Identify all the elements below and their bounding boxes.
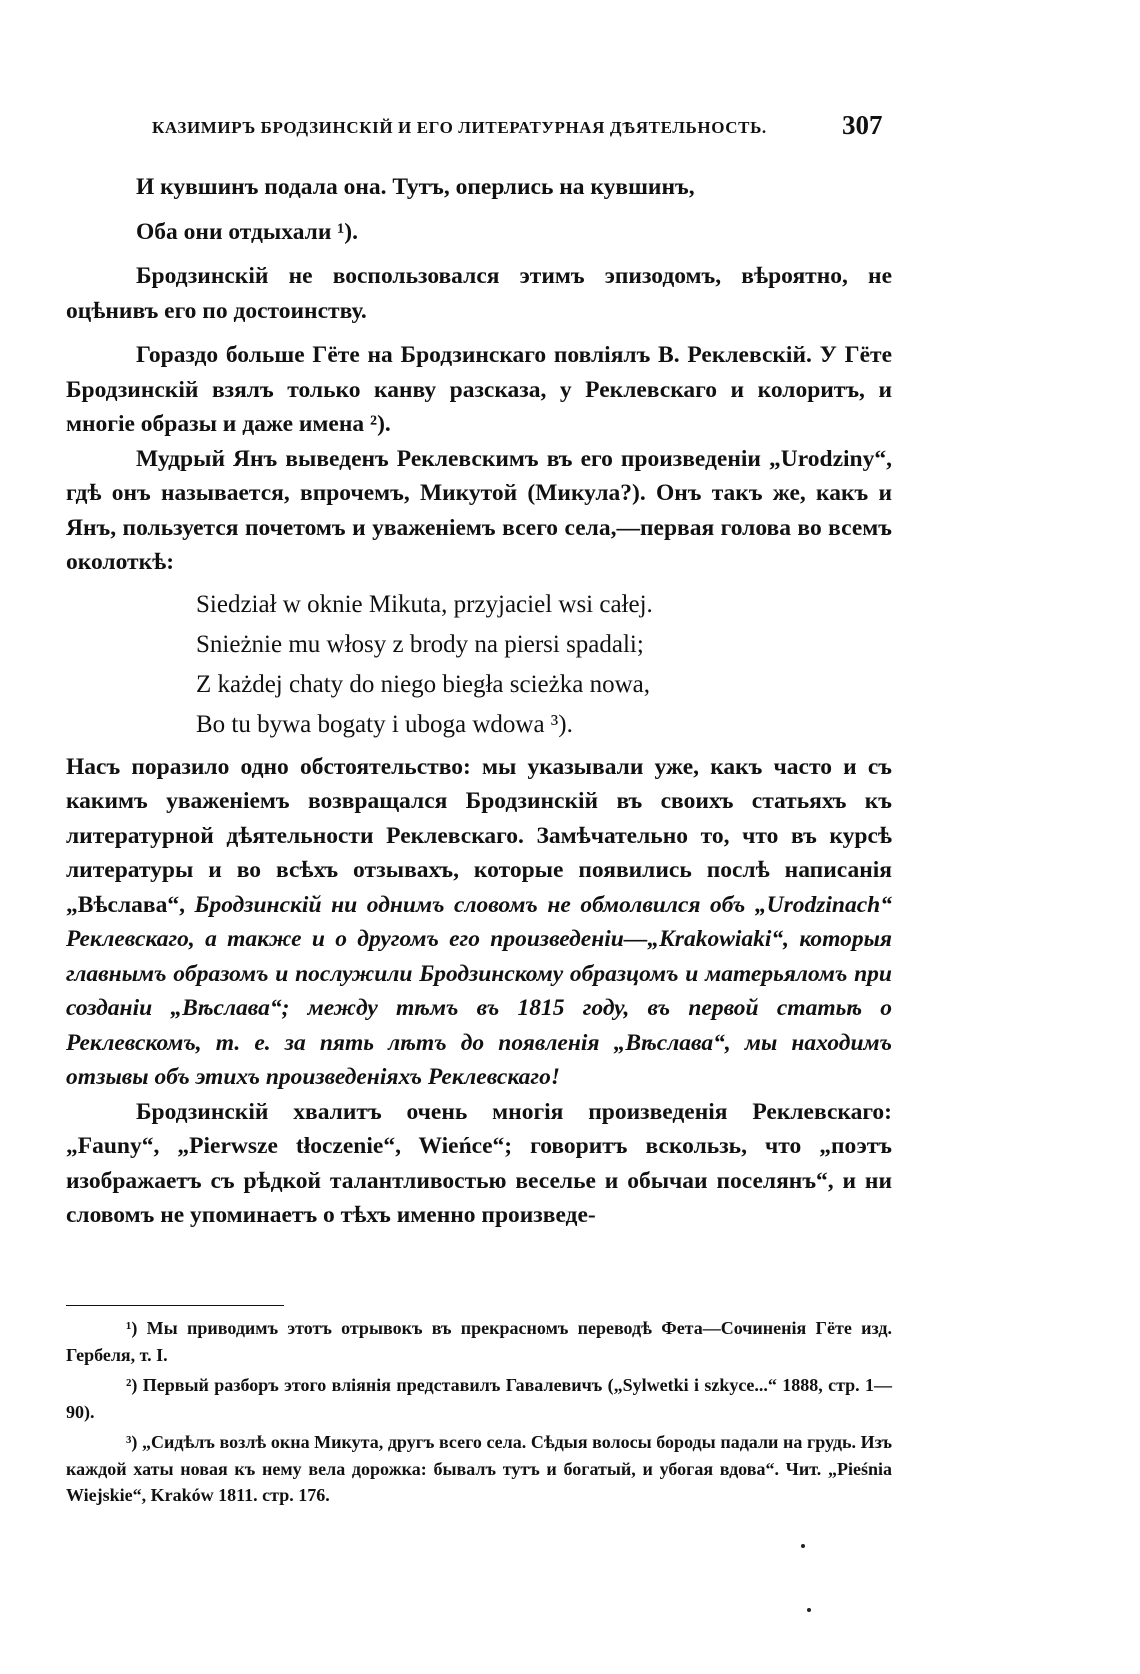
footnote-1: ¹) Мы приводимъ этотъ отрывокъ въ прекрасномъ переводѣ Фета—Сочиненія Гёте изд. Гербеля, т. I.	[66, 1318, 892, 1365]
latin-verse-line: Z każdej chaty do niego biegła scieżka nowa,	[196, 670, 650, 698]
footnote-3: ³) „Сидѣлъ возлѣ окна Микута, другъ всего села. Сѣдыя волосы бороды падали на грудь. Изъ каждой хаты новая къ нему вела дорожка: бывалъ тутъ и богатый, и убогая вдова“. Чит. „Pieśnia Wiejskie“, Kraków 1811. стр. 176.	[66, 1432, 892, 1505]
latin-verse-quote	[66, 588, 892, 742]
verse-intro-line-2: Оба они отдыхали ¹).	[136, 218, 359, 245]
paragraph-1: Бродзинскій не воспользовался этимъ эпизодомъ, вѣроятно, не оцѣнивъ его по достоинству.	[66, 263, 892, 324]
paragraph-3: Мудрый Янъ выведенъ Реклевскимъ въ его произведеніи „Urodziny“, гдѣ онъ называется, впрочемъ, Микутой (Микула?). Онъ такъ же, какъ и Янъ, пользуется почетомъ и уваженіемъ всего села,—первая голова во всемъ околоткѣ:	[66, 445, 892, 575]
footnote-2: ²) Первый разборъ этого вліянія представилъ Гавалевичъ („Sylwetki i szkyce...“ 1888, стр. 1—90).	[66, 1375, 892, 1422]
latin-verse-line: Bo tu bywa bogaty i uboga wdowa ³).	[196, 710, 573, 738]
footnote-rule	[66, 1305, 284, 1306]
print-speck	[807, 1608, 811, 1612]
latin-verse-line: Siedział w oknie Mikuta, przyjaciel wsi całej.	[196, 590, 653, 618]
paragraph-4-italic: Бродзинскій ни однимъ словомъ не обмолвился объ „Urodzinach“ Реклевскаго, а также и о другомъ его произведеніи—„Krakowiaki“, которыя главнымъ образомъ и послужили Бродзинскому образцомъ и матерьяломъ при созданіи „Вѣслава“; между тѣмъ въ 1815 году, въ первой статьѣ о Реклевскомъ, т. е. за пять лѣтъ до появленія „Вѣслава“, мы находимъ отзывы объ этихъ произведеніяхъ Реклевскаго!	[66, 891, 892, 1090]
main-text	[66, 170, 892, 1233]
footnotes	[66, 1315, 892, 1513]
paragraph-5: Бродзинскій хвалитъ очень многія произведенія Реклевскаго: „Fauny“, „Pierwsze tłoczenie“, Wieńce“; говоритъ вскользь, что „поэтъ изображаетъ съ рѣдкой талантливостью веселье и обычаи поселянъ“, и ни словомъ не упоминаетъ о тѣхъ именно произведе-	[66, 1098, 892, 1228]
running-header: КАЗИМИРЪ БРОДЗИНСКІЙ И ЕГО ЛИТЕРАТУРНАЯ ДѢЯТЕЛЬНОСТЬ.	[152, 118, 767, 137]
page-number: 307	[842, 110, 883, 140]
paragraph-2: Гораздо больше Гёте на Бродзинскаго повліялъ В. Реклевскій. У Гёте Бродзинскій взялъ только канву разсказа, у Реклевскаго и колоритъ, и многіе образы и даже имена ²).	[66, 342, 892, 437]
paragraph-4	[66, 750, 892, 1095]
latin-verse-line: Snieżnie mu włosy z brody na piersi spadali;	[196, 630, 644, 658]
print-speck	[801, 1544, 805, 1548]
paragraph-4-plain: Насъ поразило одно обстоятельство: мы указывали уже, какъ часто и съ какимъ уваженіемъ возвращался Бродзинскій въ своихъ статьяхъ къ литературной дѣятельности Реклевскаго. Замѣчательно то, что въ курсѣ литературы и во всѣхъ отзывахъ, которые появились послѣ написанія „Вѣслава“,	[66, 753, 892, 918]
verse-intro-line-1: И кувшинъ подала она. Тутъ, оперлись на кувшинъ,	[136, 174, 695, 200]
